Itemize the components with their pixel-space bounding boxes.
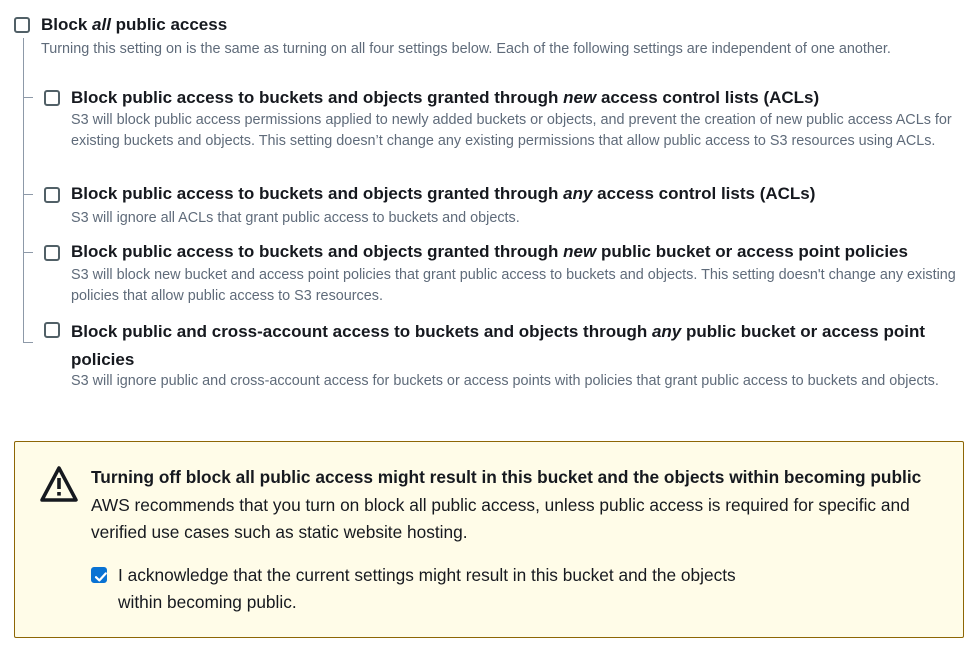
block-any-acls-checkbox[interactable]: [44, 187, 60, 203]
title-text: public access: [110, 15, 228, 34]
block-all-public-access-description: Turning this setting on is the same as turning on all four settings below. Each of the following settings are independent of one another.: [41, 41, 891, 57]
block-all-public-access-title: [41, 14, 227, 36]
block-new-acls-title: [71, 87, 819, 109]
block-all-public-access-checkbox[interactable]: [14, 17, 30, 33]
title-text: access control lists (ACLs): [592, 184, 816, 203]
title-emphasis: any: [651, 322, 682, 341]
settings-tree-branch: [23, 194, 33, 195]
warning-triangle-icon: [39, 464, 79, 504]
acknowledge-label[interactable]: I acknowledge that the current settings might result in this bucket and the objects within becoming public.: [118, 565, 736, 612]
warning-body: AWS recommends that you turn on block all public access, unless public access is required for specific and verified use cases such as static website hosting.: [91, 495, 910, 542]
title-text: Block: [41, 15, 93, 34]
title-emphasis: any: [563, 184, 593, 203]
title-text: public bucket or access point policies: [71, 322, 925, 369]
title-emphasis: new: [563, 242, 597, 261]
settings-tree-line: [23, 38, 24, 342]
block-any-policies-title: [71, 318, 941, 374]
settings-tree-branch: [23, 342, 33, 343]
checkmark-icon: [93, 569, 109, 585]
public-access-warning-alert: [14, 441, 964, 638]
title-text: Block public and cross-account access to buckets and objects through: [71, 322, 652, 341]
block-new-policies-description: S3 will block new bucket and access point policies that grant public access to buckets and objects. This setting doesn't change any existing policies that allow public access to S3 resources.: [71, 267, 956, 304]
title-text: Block public access to buckets and objects granted through: [71, 242, 564, 261]
title-text: access control lists (ACLs): [596, 88, 820, 107]
acknowledge-checkbox[interactable]: [91, 567, 107, 583]
title-text: Block public access to buckets and objects granted through: [71, 88, 564, 107]
title-text: Block public access to buckets and objects granted through: [71, 184, 564, 203]
block-any-policies-description: S3 will ignore public and cross-account access for buckets or access points with policies that grant public access to buckets and objects.: [71, 373, 939, 389]
block-any-policies-checkbox[interactable]: [44, 322, 60, 338]
title-text: public bucket or access point policies: [596, 242, 908, 261]
block-any-acls-description: S3 will ignore all ACLs that grant public access to buckets and objects.: [71, 210, 520, 226]
block-any-acls-title: [71, 183, 815, 205]
title-emphasis: new: [563, 88, 597, 107]
block-new-acls-checkbox[interactable]: [44, 90, 60, 106]
title-emphasis: all: [92, 15, 111, 34]
block-new-policies-checkbox[interactable]: [44, 245, 60, 261]
settings-tree-branch: [23, 252, 33, 253]
settings-tree-branch: [23, 97, 33, 98]
block-new-policies-title: [71, 241, 908, 263]
warning-title: Turning off block all public access might result in this bucket and the objects within becoming public: [91, 467, 922, 487]
block-new-acls-description: S3 will block public access permissions applied to newly added buckets or objects, and prevent the creation of new public access ACLs for existing buckets and objects. This setting doesn’t change any existing permissions that allow public access to S3 resources using ACLs.: [71, 112, 952, 149]
